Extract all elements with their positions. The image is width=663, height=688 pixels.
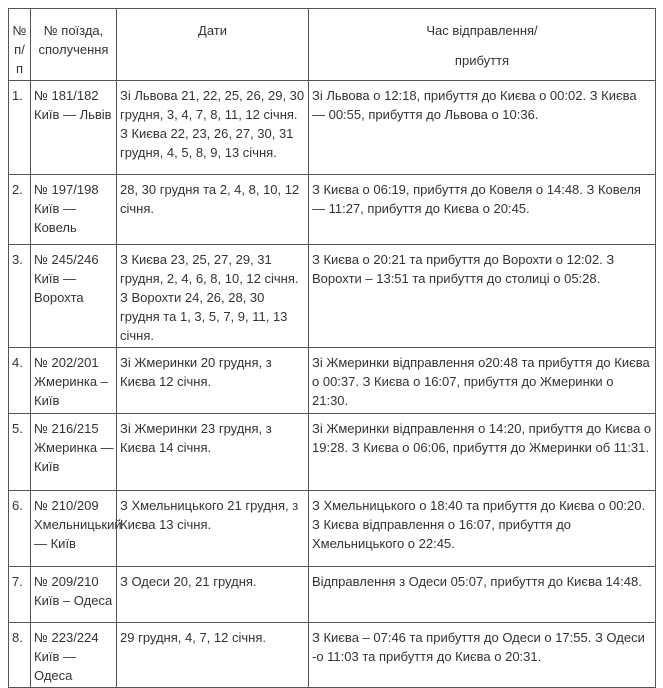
times-cell: З Києва о 06:19, прибуття до Ковеля о 14:48. З Ковеля — 11:27, прибуття до Києва о 20:45. (309, 175, 656, 245)
times-cell: Зі Львова о 12:18, прибуття до Києва о 00:02. З Києва — 00:55, прибуття до Львова о 10:36. (309, 81, 656, 175)
row-number: 2. (9, 175, 31, 245)
times-cell: Зі Жмеринки відправлення о 14:20, прибуття до Києва о 19:28. З Києва о 06:06, прибуття до Жмеринки об 11:31. (309, 414, 656, 491)
train-cell: № 181/182 Київ — Львів (31, 81, 117, 175)
header-times-line2: прибуття (454, 53, 510, 68)
train-schedule-table (8, 8, 656, 688)
train-cell: № 210/209 Хмельницький — Київ (31, 491, 117, 567)
train-cell: № 197/198 Київ — Ковель (31, 175, 117, 245)
train-cell: № 223/224 Київ — Одеса (31, 623, 117, 688)
row-number: 5. (9, 414, 31, 491)
header-row (9, 9, 656, 81)
table-row (9, 414, 656, 491)
times-cell: З Києва о 20:21 та прибуття до Ворохти о 12:02. З Ворохти – 13:51 та прибуття до столиці о 05:28. (309, 245, 656, 348)
header-times (309, 9, 656, 81)
train-cell: № 209/210 Київ – Одеса (31, 567, 117, 623)
row-number: 3. (9, 245, 31, 348)
dates-cell: З Хмельницького 21 грудня, з Києва 13 січня. (117, 491, 309, 567)
dates-cell: 28, 30 грудня та 2, 4, 8, 10, 12 січня. (117, 175, 309, 245)
table-row (9, 491, 656, 567)
header-num: № п/п (9, 9, 31, 81)
row-number: 7. (9, 567, 31, 623)
table-row (9, 245, 656, 348)
times-cell: Зі Жмеринки відправлення о20:48 та прибуття до Києва о 00:37. З Києва о 16:07, прибуття до Жмеринки о 21:30. (309, 348, 656, 414)
train-cell: № 245/246 Київ — Ворохта (31, 245, 117, 348)
dates-cell: Зі Жмеринки 23 грудня, з Києва 14 січня. (117, 414, 309, 491)
row-number: 1. (9, 81, 31, 175)
train-cell: № 202/201 Жмеринка – Київ (31, 348, 117, 414)
dates-cell: З Києва 23, 25, 27, 29, 31 грудня, 2, 4, 6, 8, 10, 12 січня. З Ворохти 24, 26, 28, 30 грудня та 1, 3, 5, 7, 9, 11, 13 січня. (117, 245, 309, 348)
row-number: 4. (9, 348, 31, 414)
dates-cell: З Одеси 20, 21 грудня. (117, 567, 309, 623)
header-dates: Дати (117, 9, 309, 81)
table-row (9, 567, 656, 623)
table-row (9, 175, 656, 245)
table-row (9, 81, 656, 175)
times-cell: З Хмельницького о 18:40 та прибуття до Києва о 00:20. З Києва відправлення о 16:07, прибуття до Хмельницького о 22:45. (309, 491, 656, 567)
dates-cell: 29 грудня, 4, 7, 12 січня. (117, 623, 309, 688)
row-number: 6. (9, 491, 31, 567)
header-times-line1: Час відправлення/ (426, 23, 538, 38)
table-row (9, 623, 656, 688)
dates-cell: Зі Жмеринки 20 грудня, з Києва 12 січня. (117, 348, 309, 414)
train-cell: № 216/215 Жмеринка — Київ (31, 414, 117, 491)
header-train: № поїзда, сполучення (31, 9, 117, 81)
dates-cell: Зі Львова 21, 22, 25, 26, 29, 30 грудня, 3, 4, 7, 8, 11, 12 січня. З Києва 22, 23, 26, 27, 30, 31 грудня, 4, 5, 8, 9, 13 січня. (117, 81, 309, 175)
times-cell: З Києва – 07:46 та прибуття до Одеси о 17:55. З Одеси -о 11:03 та прибуття до Києва о 20:31. (309, 623, 656, 688)
table-row (9, 348, 656, 414)
row-number: 8. (9, 623, 31, 688)
times-cell: Відправлення з Одеси 05:07, прибуття до Києва 14:48. (309, 567, 656, 623)
